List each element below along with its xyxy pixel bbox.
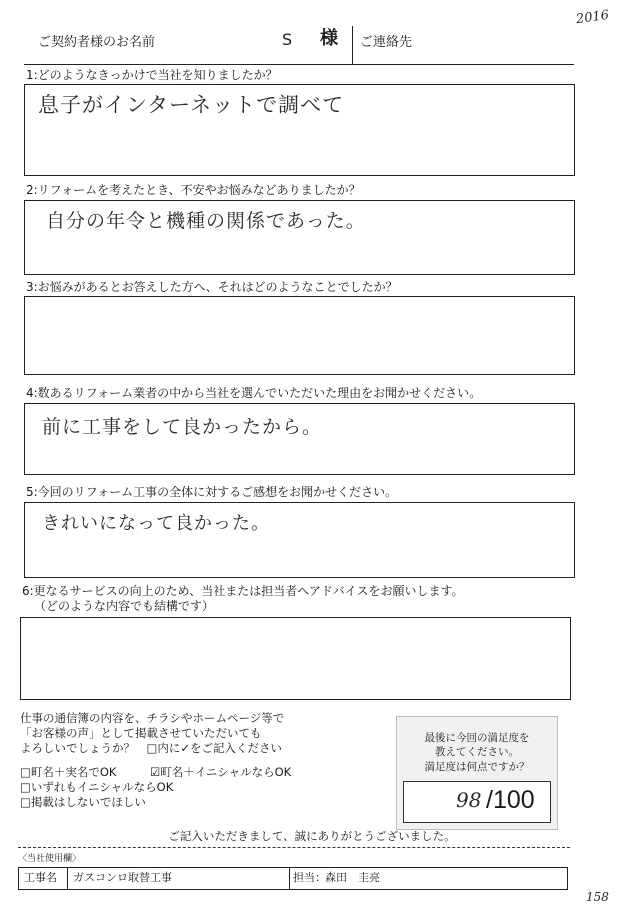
office-use-label: 〈当社使用欄〉 xyxy=(18,854,82,864)
question-1-label: 1:どのようなきっかけで当社を知りましたか？ xyxy=(26,68,278,82)
thanks-message: ご記入いただきまして、誠にありがとうございました。 xyxy=(168,829,456,843)
question-6-sublabel: （どのような内容でも結構です） xyxy=(34,599,215,613)
option-initial-checkbox[interactable]: ☑町名＋イニシャルならOK xyxy=(150,765,292,779)
answer-1-text: 息子がインターネットで調べて xyxy=(38,93,345,117)
satisfaction-line-2: 教えてください。 xyxy=(435,746,519,758)
answer-box-3[interactable] xyxy=(24,296,575,375)
score-field[interactable] xyxy=(403,781,551,823)
permission-line-3: よろしいでしょうか？ □内に✓をご記入ください xyxy=(20,741,282,755)
satisfaction-panel xyxy=(396,716,558,830)
satisfaction-line-1: 最後に今回の満足度を xyxy=(424,732,530,744)
question-5-label: 5:今回のリフォーム工事の全体に対するご感想をお聞かせください。 xyxy=(26,485,398,499)
question-4-label: 4:数あるリフォーム業者の中から当社を選んでいただいた理由をお聞かせください。 xyxy=(26,386,482,400)
staff-value: 森田 圭亮 xyxy=(325,871,380,884)
answer-4-text: 前に工事をして良かったから。 xyxy=(42,416,323,438)
page-number: 158 xyxy=(586,890,609,904)
header-divider xyxy=(352,26,353,64)
work-value: ガスコンロ取替工事 xyxy=(73,871,172,884)
question-2-label: 2:リフォームを考えたとき、不安やお悩みなどありましたか？ xyxy=(26,183,361,197)
permission-line-1: 仕事の通信簿の内容を、チラシやホームページ等で xyxy=(20,711,285,725)
name-value: S xyxy=(282,30,293,49)
staff-label: 担当： xyxy=(293,871,326,884)
header-row xyxy=(24,22,574,65)
option-no-publish-checkbox[interactable]: □掲載はしないでほしい xyxy=(20,795,146,809)
score-max: /100 xyxy=(486,786,535,814)
permission-line-2: 「お客様の声」として掲載させていただいても xyxy=(20,726,262,740)
contact-label: ご連絡先 xyxy=(360,35,413,50)
footer-table xyxy=(18,867,568,890)
option-real-name-checkbox[interactable]: □町名＋実名でOK xyxy=(20,765,117,779)
question-6-label: 6:更なるサービスの向上のため、当社または担当者へアドバイスをお願いします。 xyxy=(22,584,464,598)
handwritten-year: 2016 xyxy=(575,7,610,28)
dashed-separator xyxy=(18,847,570,848)
score-value: 98 xyxy=(456,788,482,812)
answer-2-text: 自分の年令と機種の関係であった。 xyxy=(46,210,366,232)
answer-box-6[interactable] xyxy=(20,617,571,700)
satisfaction-line-3: 満足度は何点ですか？ xyxy=(424,761,530,773)
work-label: 工事名 xyxy=(24,871,57,884)
name-label: ご契約者様のお名前 xyxy=(38,35,156,50)
option-all-initial-checkbox[interactable]: □いずれもイニシャルならOK xyxy=(20,780,174,794)
honorific-label: 様 xyxy=(320,28,338,49)
answer-5-text: きれいになって良かった。 xyxy=(42,513,270,534)
question-3-label: 3:お悩みがあるとお答えした方へ、それはどのようなことでしたか？ xyxy=(26,280,398,294)
